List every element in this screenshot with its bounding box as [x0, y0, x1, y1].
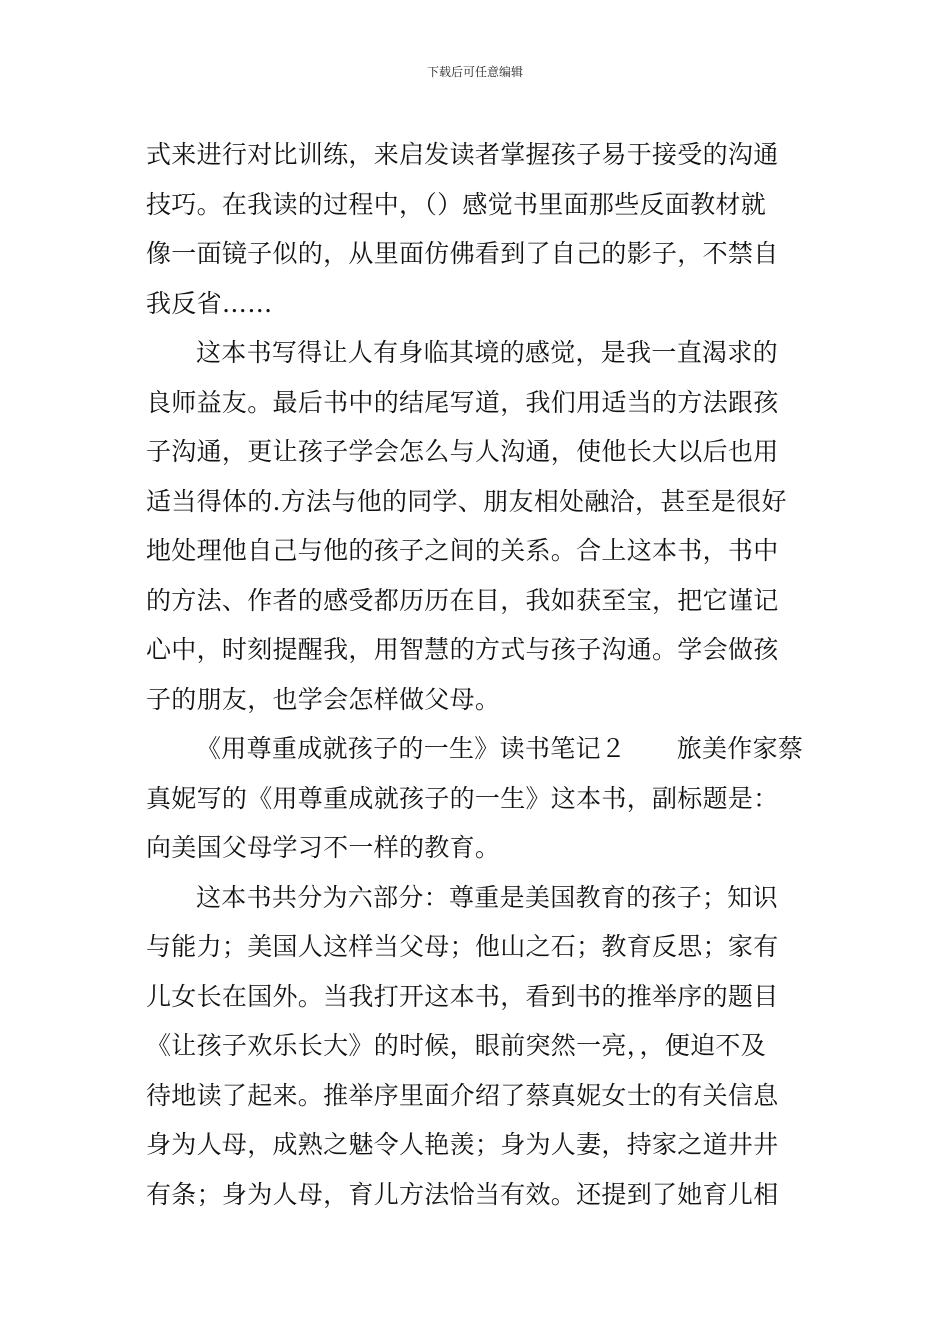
text-line: 地处理他自己与他的孩子之间的关系。合上这本书，书中 [146, 536, 779, 565]
document-body [146, 130, 808, 1219]
text-line: 的方法、作者的感受都历历在目，我如获至宝，把它谨记 [146, 585, 779, 615]
text-line: 《让孩子欢乐长大》的时候，眼前突然一亮，，便迫不及 [146, 1031, 767, 1060]
text-line: 心中，时刻提醒我，用智慧的方式与孩子沟通。学会做孩 [146, 635, 779, 664]
text-line: 《用尊重成就孩子的一生》读书笔记２ 旅美作家蔡 [196, 734, 804, 763]
text-line: 向美国父母学习不一样的教育。 [146, 833, 501, 862]
text-line: 真妮写的《用尊重成就孩子的一生》这本书，副标题是： [146, 783, 779, 813]
text-line: 与能力；美国人这样当父母；他山之石；教育反思；家有 [146, 932, 779, 961]
text-line: 待地读了起来。推举序里面介绍了蔡真妮女士的有关信息 [146, 1080, 779, 1110]
text-line: 式来进行对比训练，来启发读者掌握孩子易于接受的沟通 [146, 140, 779, 169]
text-line: 这本书写得让人有身临其境的感觉，是我一直渴求的 [196, 338, 778, 367]
text-line: 子的朋友，也学会怎样做父母。 [146, 684, 501, 714]
text-line: 身为人母，成熟之魅令人艳羡；身为人妻，持家之道井井 [146, 1130, 779, 1159]
text-line: 子沟通，更让孩子学会怎么与人沟通，使他长大以后也用 [146, 437, 779, 466]
text-line: 这本书共分为六部分：尊重是美国教育的孩子；知识 [196, 882, 778, 912]
text-line: 像一面镜子似的，从里面仿佛看到了自己的影子，不禁自 [146, 239, 779, 268]
text-line: 有条；身为人母，育儿方法恰当有效。还提到了她育儿相 [146, 1179, 779, 1209]
page-header-note: 下载后可任意编辑 [426, 65, 523, 79]
text-line: 技巧。在我读的过程中，（）感觉书里面那些反面教材就 [146, 189, 767, 219]
text-line: 良师益友。最后书中的结尾写道，我们用适当的方法跟孩 [146, 387, 779, 417]
text-line: 儿女长在国外。当我打开这本书，看到书的推举序的题目 [146, 981, 779, 1011]
text-line: 我反省…… [146, 288, 273, 318]
text-line: 适当得体的.方法与他的同学、朋友相处融洽，甚至是很好 [146, 486, 787, 516]
